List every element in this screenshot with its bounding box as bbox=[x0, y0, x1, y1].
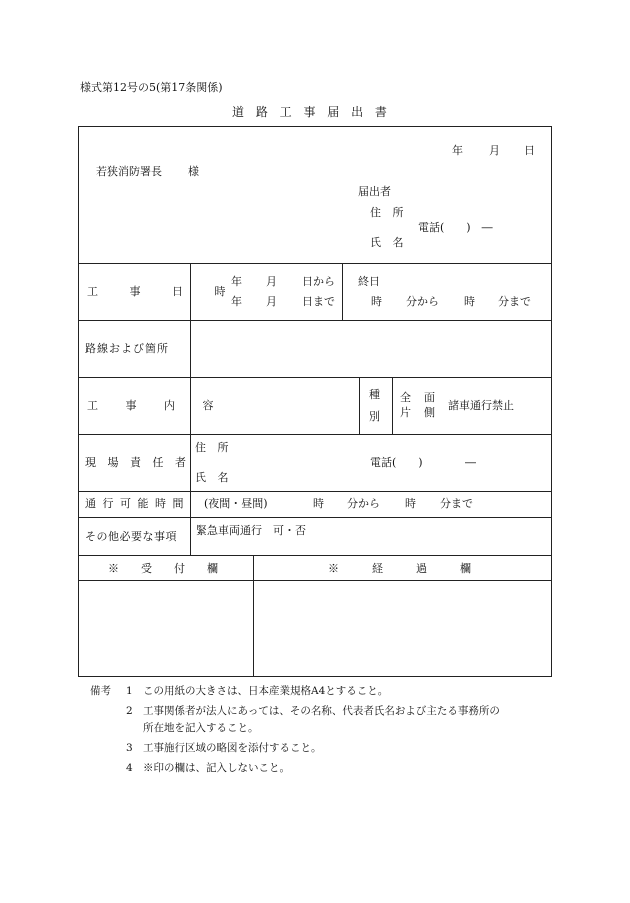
restriction-label: 諸車通行禁止 bbox=[448, 399, 514, 412]
applicant-name-label: 氏 名 bbox=[370, 236, 408, 249]
minute-from: 分から bbox=[406, 295, 439, 308]
start-month: 月 bbox=[266, 275, 277, 288]
site-manager-phone-label: 電話( ) bbox=[370, 456, 423, 469]
allday-label: 終日 bbox=[358, 275, 380, 288]
route-label: 路線および箇所 bbox=[85, 342, 169, 355]
page-title: 道 路 工 事 届 出 書 bbox=[232, 105, 391, 119]
progress-label: ※ 経 過 欄 bbox=[328, 562, 471, 575]
site-manager-phone-dash: ― bbox=[465, 456, 476, 469]
note-text: ※印の欄は、記入しないこと。 bbox=[143, 762, 290, 774]
work-type-divider bbox=[392, 377, 393, 434]
work-datetime-label: 工 事 日 時 bbox=[87, 285, 240, 298]
row-divider bbox=[78, 491, 552, 492]
other-content: 緊急車両通行 可・否 bbox=[196, 524, 306, 537]
hour-to: 時 bbox=[464, 295, 475, 308]
start-year: 年 bbox=[231, 275, 242, 288]
border-left bbox=[78, 126, 79, 676]
datetime-divider bbox=[342, 263, 343, 320]
applicant-phone-label: 電話( ) ― bbox=[418, 221, 493, 234]
note-number: 1 bbox=[126, 685, 133, 697]
note-number: 2 bbox=[126, 705, 133, 717]
note-text: 工事施行区域の略図を添付すること。 bbox=[143, 742, 322, 754]
border-bottom bbox=[78, 676, 552, 677]
end-month: 月 bbox=[266, 295, 277, 308]
option-full-1: 全 bbox=[400, 391, 411, 404]
passable-period: (夜間・昼間) bbox=[204, 497, 268, 510]
applicant-label: 届出者 bbox=[358, 185, 391, 198]
option-full-2: 面 bbox=[424, 391, 435, 404]
row-divider bbox=[78, 555, 552, 556]
work-type-label-1: 種 bbox=[369, 388, 380, 401]
row-divider bbox=[78, 580, 552, 581]
border-right bbox=[551, 126, 552, 676]
note-number: 3 bbox=[126, 742, 133, 754]
option-half-1: 片 bbox=[400, 406, 411, 419]
work-type-divider bbox=[359, 377, 360, 434]
passable-minute-from: 分から bbox=[347, 497, 380, 510]
start-day-suffix: 日から bbox=[302, 275, 335, 288]
honorific: 様 bbox=[188, 165, 199, 178]
hour-from: 時 bbox=[371, 295, 382, 308]
other-label: その他必要な事項 bbox=[85, 530, 177, 543]
date-year: 年 bbox=[452, 144, 463, 157]
row-divider bbox=[78, 320, 552, 321]
minute-to: 分まで bbox=[498, 295, 531, 308]
row-divider bbox=[78, 263, 552, 264]
row-divider bbox=[78, 377, 552, 378]
work-content-label: 工 事 内 容 bbox=[87, 399, 226, 412]
addressee: 若狭消防署長 bbox=[96, 165, 162, 178]
reception-label: ※ 受 付 欄 bbox=[108, 562, 218, 575]
passable-hour-to: 時 bbox=[405, 497, 416, 510]
date-month: 月 bbox=[489, 144, 500, 157]
note-text-continued: 所在地を記入すること。 bbox=[143, 722, 259, 734]
note-text: この用紙の大きさは、日本産業規格A4とすること。 bbox=[143, 685, 389, 697]
site-manager-label: 現 場 責 任 者 bbox=[85, 456, 190, 469]
row-divider bbox=[78, 517, 552, 518]
row-divider bbox=[78, 434, 552, 435]
border-top bbox=[78, 126, 552, 127]
passable-time-label: 通 行 可 能 時 間 bbox=[85, 497, 185, 510]
date-day: 日 bbox=[524, 144, 535, 157]
note-text: 工事関係者が法人にあっては、その名称、代表者氏名および主たる事務所の bbox=[143, 705, 500, 717]
passable-hour-from: 時 bbox=[313, 497, 324, 510]
note-number: 4 bbox=[126, 762, 133, 774]
site-manager-address-label: 住 所 bbox=[195, 441, 233, 454]
end-day-suffix: 日まで bbox=[302, 295, 335, 308]
passable-minute-to: 分まで bbox=[440, 497, 473, 510]
site-manager-name-label: 氏 名 bbox=[195, 471, 233, 484]
option-half-2: 側 bbox=[424, 406, 435, 419]
end-year: 年 bbox=[231, 295, 242, 308]
work-type-label-2: 別 bbox=[369, 410, 380, 423]
form-number: 様式第12号の5(第17条関係) bbox=[80, 81, 223, 94]
reception-divider bbox=[253, 555, 254, 676]
notes-heading: 備考 bbox=[90, 685, 111, 697]
applicant-address-label: 住 所 bbox=[370, 206, 408, 219]
